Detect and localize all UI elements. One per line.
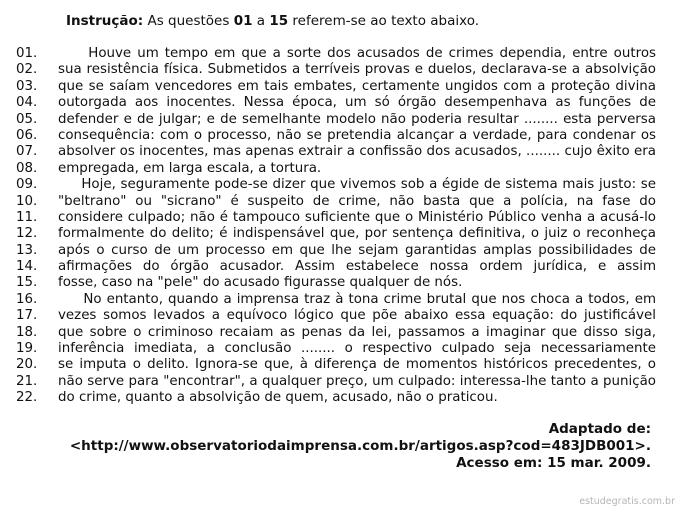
line-text: outorgada aos inocentes. Nessa época, um só órgão desempenhava as funções de: [58, 95, 656, 111]
line-number: 02.: [16, 62, 38, 78]
instruction-post: referem-se ao texto abaixo.: [288, 13, 480, 29]
watermark: estudegratis.com.br: [579, 496, 675, 507]
line-number: 20.: [16, 357, 38, 373]
line-number: 11.: [16, 209, 38, 225]
text-line: [16, 226, 656, 242]
text-line: [16, 292, 656, 308]
line-number: 18.: [16, 324, 38, 340]
line-text: que se saíam vencedores em tais embates, certamente ungidos com a proteção divina: [58, 78, 656, 94]
text-line: [16, 308, 656, 324]
text-line: [16, 112, 656, 128]
numbered-text: [16, 46, 656, 407]
text-line: [16, 275, 656, 291]
line-text: considere culpado; não é tampouco suficiente que o Ministério Público venha a acusá-lo: [58, 209, 656, 225]
text-line: [16, 243, 656, 259]
line-text: defender e de julgar; e de semelhante modelo não poderia resultar ........ esta perversa: [58, 111, 656, 127]
text-line: [16, 194, 656, 210]
line-text: se imputa o delito. Ignora-se que, à diferença de momentos históricos precedentes, o: [58, 357, 656, 373]
text-line: [16, 357, 656, 373]
line-text: afirmações do órgão acusador. Assim estabelece nossa ordem jurídica, e assim: [58, 259, 656, 275]
line-text: fosse, caso na "pele" do acusado figurasse qualquer de nós.: [58, 275, 463, 291]
line-text: Houve um tempo em que a sorte dos acusados de crimes dependia, entre outros: [88, 46, 656, 61]
instruction-from: 01: [233, 13, 253, 29]
line-text: que sobre o criminoso recaiam as penas da lei, passamos a imaginar que disso siga,: [58, 324, 656, 340]
line-number: 13.: [16, 242, 38, 258]
line-text: Hoje, seguramente pode-se dizer que vivemos sob a égide de sistema mais justo: se: [81, 177, 656, 193]
text-line: [16, 128, 656, 144]
line-text: formalmente do delito; é indispensável que, por sentença definitiva, o juiz o reconheça: [58, 226, 656, 242]
line-text: não serve para "encontrar", a qualquer preço, um culpado: interessa-lhe tanto a punição: [58, 373, 656, 389]
instruction-label: Instrução:: [66, 13, 144, 29]
text-line: [16, 177, 656, 193]
source-url: <http://www.observatoriodaimprensa.com.br/artigos.asp?cod=483JDB001>.: [69, 438, 651, 454]
instruction-line: [66, 12, 479, 30]
line-number: 12.: [16, 226, 38, 242]
line-number: 09.: [16, 177, 38, 193]
line-number: 07.: [16, 144, 38, 160]
instruction-pre: As questões: [143, 13, 234, 29]
text-line: [16, 325, 656, 341]
line-number: 19.: [16, 341, 38, 357]
line-number: 15.: [16, 275, 38, 291]
line-text: vezes somos levados a equívoco lógico que põe abaixo essa equação: do justificável: [58, 308, 656, 324]
line-number: 21.: [16, 373, 38, 389]
instruction-to: 15: [269, 13, 289, 29]
text-line: [16, 341, 656, 357]
text-line: [16, 144, 656, 160]
text-line: [16, 259, 656, 275]
line-number: 01.: [16, 46, 38, 61]
line-number: 10.: [16, 193, 38, 209]
source-citation: [70, 421, 651, 472]
line-number: 08.: [16, 160, 38, 176]
line-number: 22.: [16, 390, 38, 406]
line-number: 17.: [16, 308, 38, 324]
line-number: 06.: [16, 127, 38, 143]
source-adapted: Adaptado de:: [548, 421, 651, 437]
text-line: [16, 161, 656, 177]
text-line: [16, 95, 656, 111]
line-number: 14.: [16, 259, 38, 275]
line-number: 05.: [16, 111, 38, 127]
text-line: [16, 390, 656, 406]
line-text: após o curso de um processo em que lhe sejam garantidas amplas possibilidades de: [58, 242, 656, 258]
text-line: [16, 210, 656, 226]
text-line: [16, 46, 656, 62]
line-text: empregada, em larga escala, a tortura.: [58, 160, 322, 176]
source-accessed: Acesso em: 15 mar. 2009.: [456, 455, 651, 471]
line-text: consequência: com o processo, não se pretendia alcançar a verdade, para condenar os: [58, 127, 656, 143]
text-line: [16, 62, 656, 78]
line-number: 16.: [16, 291, 38, 307]
instruction-mid: a: [252, 13, 270, 29]
line-text: "beltrano" ou "sicrano" é suspeito de crime, não basta que a polícia, na fase do: [58, 193, 656, 209]
line-text: do crime, quanto a absolvição de quem, acusado, não o praticou.: [58, 390, 498, 406]
text-line: [16, 79, 656, 95]
line-number: 04.: [16, 95, 38, 111]
text-line: [16, 374, 656, 390]
line-text: sua resistência física. Submetidos a terríveis provas e duelos, declarava-se a absolvição: [58, 62, 656, 78]
line-text: absolver os inocentes, mas apenas extrair a confissão dos acusados, ........ cujo êxito era: [58, 144, 656, 160]
line-text: inferência imediata, a conclusão ........ o respectivo culpado seja necessariamente: [58, 341, 656, 357]
line-number: 03.: [16, 78, 38, 94]
line-text: No entanto, quando a imprensa traz à tona crime brutal que nos choca a todos, em: [83, 291, 656, 307]
